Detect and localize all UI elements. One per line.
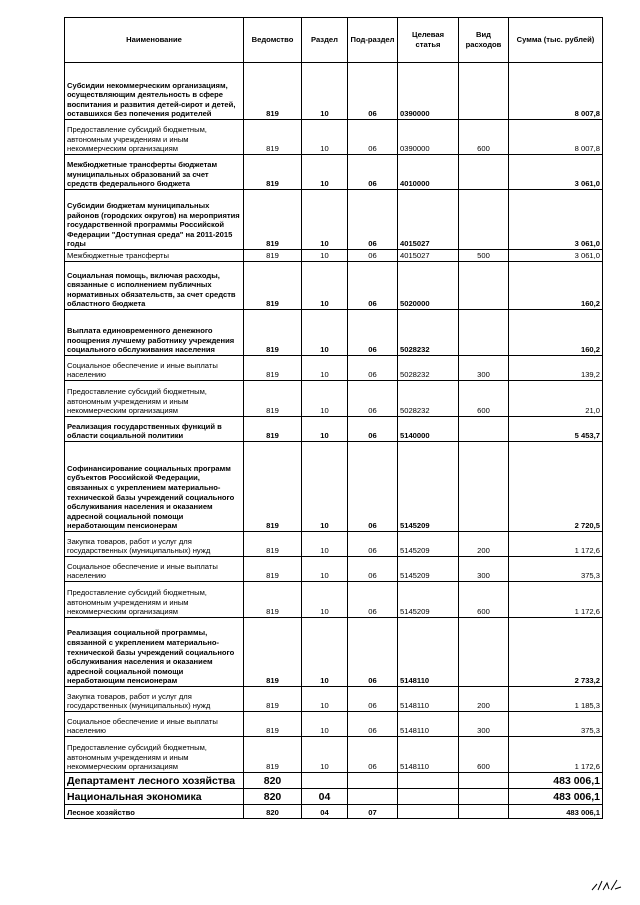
header-exptype: Вид расходов — [459, 18, 509, 63]
table-row — [65, 381, 603, 417]
cell-section: 04 — [302, 789, 348, 805]
cell-subsection: 06 — [348, 63, 398, 120]
cell-section: 10 — [302, 310, 348, 356]
cell-section: 10 — [302, 712, 348, 737]
cell-amount: 160,2 — [509, 310, 603, 356]
cell-dept: 819 — [244, 417, 302, 442]
cell-dept: 819 — [244, 712, 302, 737]
cell-exptype: 600 — [459, 582, 509, 618]
cell-dept: 819 — [244, 737, 302, 773]
cell-amount: 483 006,1 — [509, 789, 603, 805]
cell-amount: 3 061,0 — [509, 250, 603, 262]
cell-amount: 8 007,8 — [509, 63, 603, 120]
cell-exptype: 600 — [459, 381, 509, 417]
cell-name: Социальная помощь, включая расходы, связанные с исполнением публичных нормативных обязательств, за счет средств областного бюджета — [65, 262, 244, 310]
table-row — [65, 120, 603, 155]
cell-subsection: 06 — [348, 250, 398, 262]
cell-subsection: 06 — [348, 417, 398, 442]
cell-subsection: 06 — [348, 381, 398, 417]
cell-dept: 820 — [244, 805, 302, 819]
table-row — [65, 773, 603, 789]
cell-dept: 819 — [244, 120, 302, 155]
table-row — [65, 417, 603, 442]
cell-exptype — [459, 190, 509, 250]
cell-dept: 819 — [244, 618, 302, 687]
cell-subsection: 06 — [348, 442, 398, 532]
header-subsection: Под-раздел — [348, 18, 398, 63]
cell-dept: 819 — [244, 582, 302, 618]
cell-amount: 1 172,6 — [509, 532, 603, 557]
budget-table — [64, 17, 603, 819]
cell-name: Национальная экономика — [65, 789, 244, 805]
cell-dept: 819 — [244, 190, 302, 250]
table-row — [65, 310, 603, 356]
cell-name: Субсидии некоммерческим организациям, осуществляющим деятельность в сфере воспитания и развития детей-сирот и детей, оставшихся без попечения родителей — [65, 63, 244, 120]
cell-amount: 5 453,7 — [509, 417, 603, 442]
cell-dept: 819 — [244, 442, 302, 532]
cell-dept: 819 — [244, 155, 302, 190]
cell-amount: 139,2 — [509, 356, 603, 381]
cell-target: 5140000 — [398, 417, 459, 442]
header-amount: Сумма (тыс. рублей) — [509, 18, 603, 63]
table-row — [65, 687, 603, 712]
cell-name: Закупка товаров, работ и услуг для государственных (муниципальных) нужд — [65, 532, 244, 557]
cell-name: Реализация социальной программы, связанной с укреплением материально-технической базы учреждений социального обслуживания населения и оказанием адресной социальной помощи неработающим пенсионерам — [65, 618, 244, 687]
cell-subsection: 06 — [348, 356, 398, 381]
cell-target: 0390000 — [398, 120, 459, 155]
cell-section: 10 — [302, 250, 348, 262]
table-row — [65, 618, 603, 687]
cell-target: 5148110 — [398, 737, 459, 773]
cell-name: Предоставление субсидий бюджетным, автономным учреждениям и иным некоммерческим организациям — [65, 381, 244, 417]
cell-name: Предоставление субсидий бюджетным, автономным учреждениям и иным некоммерческим организациям — [65, 582, 244, 618]
cell-exptype: 600 — [459, 120, 509, 155]
handwritten-mark-icon — [591, 878, 623, 892]
cell-name: Социальное обеспечение и иные выплаты населению — [65, 557, 244, 582]
cell-target: 5020000 — [398, 262, 459, 310]
cell-exptype — [459, 618, 509, 687]
cell-amount: 3 061,0 — [509, 155, 603, 190]
cell-section: 10 — [302, 417, 348, 442]
cell-dept: 820 — [244, 789, 302, 805]
cell-name: Межбюджетные трансферты бюджетам муниципальных образований за счет средств федерального бюджета — [65, 155, 244, 190]
cell-section: 10 — [302, 381, 348, 417]
cell-section: 10 — [302, 442, 348, 532]
cell-subsection: 06 — [348, 618, 398, 687]
cell-amount: 2 720,5 — [509, 442, 603, 532]
cell-target: 5028232 — [398, 381, 459, 417]
cell-target: 4015027 — [398, 250, 459, 262]
cell-section: 10 — [302, 532, 348, 557]
cell-name: Предоставление субсидий бюджетным, автономным учреждениям и иным некоммерческим организациям — [65, 120, 244, 155]
cell-target: 4015027 — [398, 190, 459, 250]
cell-exptype: 500 — [459, 250, 509, 262]
cell-exptype: 300 — [459, 356, 509, 381]
cell-target: 5145209 — [398, 532, 459, 557]
cell-section: 10 — [302, 356, 348, 381]
cell-target: 5148110 — [398, 712, 459, 737]
cell-dept: 819 — [244, 63, 302, 120]
table-row — [65, 250, 603, 262]
cell-name: Выплата единовременного денежного поощрения лучшему работнику учреждения социального обслуживания населения — [65, 310, 244, 356]
cell-target: 5028232 — [398, 356, 459, 381]
cell-dept: 819 — [244, 687, 302, 712]
cell-exptype — [459, 310, 509, 356]
cell-section — [302, 773, 348, 789]
cell-amount: 1 172,6 — [509, 582, 603, 618]
cell-target: 0390000 — [398, 63, 459, 120]
cell-amount: 375,3 — [509, 712, 603, 737]
cell-section: 10 — [302, 618, 348, 687]
cell-amount: 21,0 — [509, 381, 603, 417]
cell-target — [398, 773, 459, 789]
cell-exptype — [459, 442, 509, 532]
cell-section: 10 — [302, 737, 348, 773]
cell-exptype: 300 — [459, 557, 509, 582]
table-row — [65, 805, 603, 819]
cell-target: 5028232 — [398, 310, 459, 356]
cell-amount: 160,2 — [509, 262, 603, 310]
cell-dept: 819 — [244, 381, 302, 417]
table-row — [65, 155, 603, 190]
cell-subsection: 06 — [348, 310, 398, 356]
cell-section: 10 — [302, 120, 348, 155]
table-row — [65, 737, 603, 773]
cell-target — [398, 789, 459, 805]
table-row — [65, 532, 603, 557]
cell-name: Закупка товаров, работ и услуг для государственных (муниципальных) нужд — [65, 687, 244, 712]
cell-dept: 819 — [244, 356, 302, 381]
cell-subsection: 06 — [348, 737, 398, 773]
cell-exptype — [459, 773, 509, 789]
cell-dept: 819 — [244, 532, 302, 557]
cell-subsection — [348, 789, 398, 805]
cell-target: 5148110 — [398, 687, 459, 712]
cell-target: 5145209 — [398, 582, 459, 618]
cell-amount: 8 007,8 — [509, 120, 603, 155]
cell-amount: 2 733,2 — [509, 618, 603, 687]
cell-name: Реализация государственных функций в области социальной политики — [65, 417, 244, 442]
cell-subsection: 06 — [348, 687, 398, 712]
table-row — [65, 442, 603, 532]
cell-amount: 375,3 — [509, 557, 603, 582]
table-row — [65, 190, 603, 250]
cell-section: 10 — [302, 582, 348, 618]
cell-name: Предоставление субсидий бюджетным, автономным учреждениям и иным некоммерческим организациям — [65, 737, 244, 773]
cell-section: 10 — [302, 63, 348, 120]
cell-target — [398, 805, 459, 819]
cell-amount: 3 061,0 — [509, 190, 603, 250]
header-name: Наименование — [65, 18, 244, 63]
cell-exptype — [459, 789, 509, 805]
cell-name: Субсидии бюджетам муниципальных районов (городских округов) на мероприятия государственной программы Российской Федерации "Доступная среда" на 2011-2015 годы — [65, 190, 244, 250]
cell-section: 10 — [302, 155, 348, 190]
cell-subsection: 06 — [348, 262, 398, 310]
table-row — [65, 262, 603, 310]
cell-name: Социальное обеспечение и иные выплаты населению — [65, 356, 244, 381]
cell-amount: 1 185,3 — [509, 687, 603, 712]
cell-exptype: 300 — [459, 712, 509, 737]
cell-subsection: 06 — [348, 532, 398, 557]
table-row — [65, 557, 603, 582]
cell-subsection — [348, 773, 398, 789]
table-row — [65, 63, 603, 120]
cell-dept: 819 — [244, 310, 302, 356]
cell-dept: 819 — [244, 250, 302, 262]
cell-target: 5148110 — [398, 618, 459, 687]
cell-section: 10 — [302, 557, 348, 582]
cell-subsection: 06 — [348, 120, 398, 155]
cell-exptype — [459, 805, 509, 819]
cell-section: 10 — [302, 262, 348, 310]
cell-dept: 819 — [244, 262, 302, 310]
cell-amount: 483 006,1 — [509, 805, 603, 819]
cell-subsection: 07 — [348, 805, 398, 819]
cell-name: Социальное обеспечение и иные выплаты населению — [65, 712, 244, 737]
cell-target: 5145209 — [398, 442, 459, 532]
cell-name: Департамент лесного хозяйства — [65, 773, 244, 789]
table-row — [65, 789, 603, 805]
cell-exptype — [459, 155, 509, 190]
cell-section: 10 — [302, 190, 348, 250]
cell-subsection: 06 — [348, 155, 398, 190]
cell-exptype: 200 — [459, 687, 509, 712]
cell-subsection: 06 — [348, 557, 398, 582]
table-row — [65, 582, 603, 618]
table-header-row — [65, 18, 603, 63]
header-dept: Ведомство — [244, 18, 302, 63]
cell-subsection: 06 — [348, 712, 398, 737]
cell-name: Межбюджетные трансферты — [65, 250, 244, 262]
header-section: Раздел — [302, 18, 348, 63]
header-target: Целевая статья — [398, 18, 459, 63]
cell-name: Софинансирование социальных программ субъектов Российской Федерации, связанных с укреплением материально-технической базы учреждений социального обслуживания населения и оказанием адресной социальной помощи неработающим пенсионерам — [65, 442, 244, 532]
cell-exptype — [459, 262, 509, 310]
cell-amount: 483 006,1 — [509, 773, 603, 789]
cell-target: 4010000 — [398, 155, 459, 190]
cell-subsection: 06 — [348, 190, 398, 250]
cell-section: 04 — [302, 805, 348, 819]
cell-target: 5145209 — [398, 557, 459, 582]
cell-section: 10 — [302, 687, 348, 712]
cell-amount: 1 172,6 — [509, 737, 603, 773]
cell-subsection: 06 — [348, 582, 398, 618]
cell-exptype — [459, 63, 509, 120]
table-row — [65, 356, 603, 381]
cell-exptype — [459, 417, 509, 442]
table-row — [65, 712, 603, 737]
cell-exptype: 600 — [459, 737, 509, 773]
cell-exptype: 200 — [459, 532, 509, 557]
cell-dept: 820 — [244, 773, 302, 789]
cell-dept: 819 — [244, 557, 302, 582]
cell-name: Лесное хозяйство — [65, 805, 244, 819]
